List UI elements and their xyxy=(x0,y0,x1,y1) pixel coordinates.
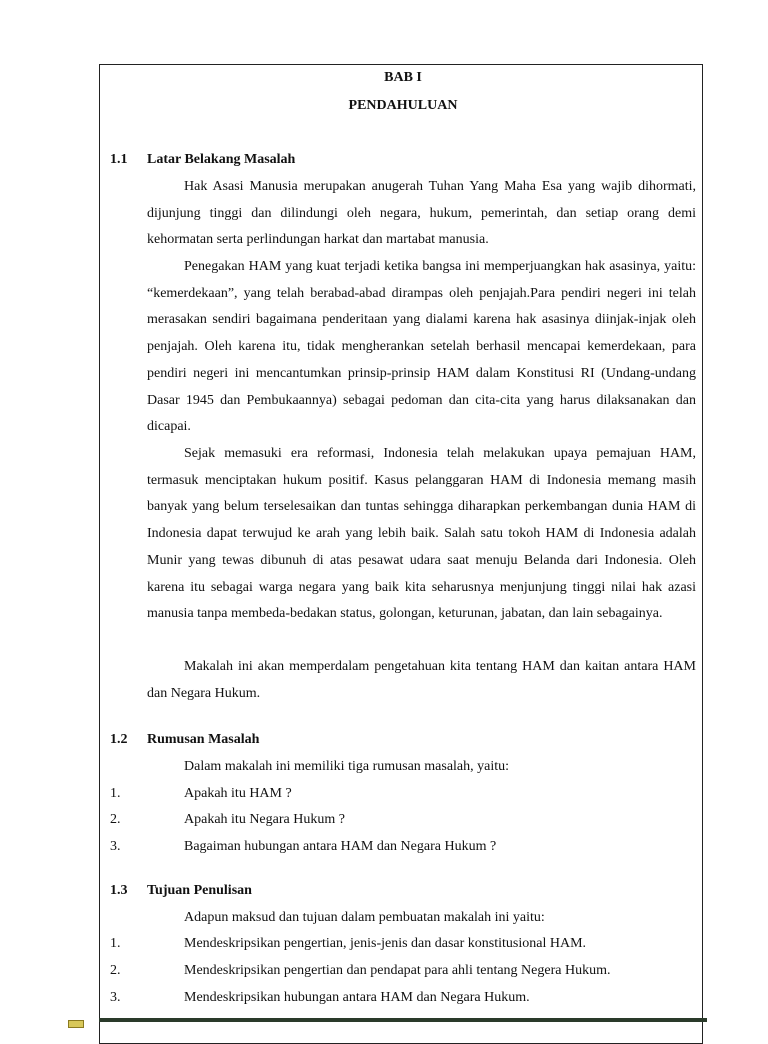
list-text: Mendeskripsikan hubungan antara HAM dan Negara Hukum. xyxy=(184,990,530,1005)
section-number: 1.1 xyxy=(110,152,128,167)
list-text: Mendeskripsikan pengertian dan pendapat para ahli tentang Negera Hukum. xyxy=(184,963,611,978)
section-intro: Adapun maksud dan tujuan dalam pembuatan makalah ini yaitu: xyxy=(184,910,545,925)
list-number: 1. xyxy=(110,786,121,801)
section-heading-1-2 xyxy=(110,732,259,748)
list-number: 2. xyxy=(110,963,121,978)
list-item xyxy=(110,990,530,1006)
toolbar-edge xyxy=(99,1018,707,1022)
folder-icon xyxy=(68,1020,84,1028)
chapter-label: BAB I xyxy=(384,70,422,85)
section-title: Latar Belakang Masalah xyxy=(147,152,296,167)
paragraph-2: Penegakan HAM yang kuat terjadi ketika bangsa ini memperjuangkan hak asasinya, yaitu: “kemerdekaan”, yang telah berabad-abad dirampas oleh penjajah.Para pendiri negeri ini telah merasakan sendiri bagaimana penderitaan yang dialami karena hak asasinya diinjak-injak oleh penjajah. Oleh karena itu, tidak mengherankan setelah berhasil mencapai kemerdekaan, para pendiri negeri ini mencantumkan prinsip-prinsip HAM dalam Konstitusi RI (Undang-undang Dasar 1945 dan Pembukaannya) sebagai pedoman dan cita-cita yang harus dilaksanakan dan dicapai. xyxy=(147,259,696,435)
list-text: Apakah itu Negara Hukum ? xyxy=(184,812,345,827)
list-item xyxy=(110,786,292,802)
section-title: Rumusan Masalah xyxy=(147,732,260,747)
list-text: Bagaiman hubungan antara HAM dan Negara Hukum ? xyxy=(184,839,497,854)
list-number: 2. xyxy=(110,812,121,827)
list-text: Apakah itu HAM ? xyxy=(184,786,292,801)
section-title: Tujuan Penulisan xyxy=(147,883,252,898)
paragraph-1: Hak Asasi Manusia merupakan anugerah Tuhan Yang Maha Esa yang wajib dihormati, dijunjung tinggi dan dilindungi oleh negara, hukum, pemerintah, dan setiap orang demi kehormatan serta perlindungan harkat dan martabat manusia. xyxy=(147,179,696,248)
paragraph-4: Makalah ini akan memperdalam pengetahuan kita tentang HAM dan kaitan antara HAM dan Negara Hukum. xyxy=(147,659,696,701)
section-intro: Dalam makalah ini memiliki tiga rumusan masalah, yaitu: xyxy=(184,759,510,774)
list-number: 1. xyxy=(110,936,121,951)
list-text: Mendeskripsikan pengertian, jenis-jenis dan dasar konstitusional HAM. xyxy=(184,936,587,951)
list-item xyxy=(110,812,345,828)
paragraph-3: Sejak memasuki era reformasi, Indonesia telah melakukan upaya pemajuan HAM, termasuk menciptakan hukum positif. Kasus pelanggaran HAM di Indonesia memang masih banyak yang belum terselesaikan dan tuntas sehingga diharapkan perkembangan dunia HAM di Indonesia dapat terwujud ke arah yang lebih baik. Salah satu tokoh HAM di Indonesia adalah Munir yang tewas dibunuh di atas pesawat udara saat menuju Belanda dari Indonesia. Oleh karena itu sebagai warga negara yang baik kita seharusnya menjunjung tinggi nilai hak azasi manusia tanpa membeda-bedakan status, golongan, keturunan, jabatan, dan lain sebagainya. xyxy=(147,446,696,622)
list-item xyxy=(110,936,586,952)
section-heading-1-1 xyxy=(110,152,295,168)
list-item xyxy=(110,963,610,979)
list-number: 3. xyxy=(110,990,121,1005)
section-heading-1-3 xyxy=(110,883,252,899)
section-number: 1.3 xyxy=(110,883,128,898)
section-number: 1.2 xyxy=(110,732,128,747)
list-number: 3. xyxy=(110,839,121,854)
chapter-title: PENDAHULUAN xyxy=(348,98,458,113)
list-item xyxy=(110,839,496,855)
